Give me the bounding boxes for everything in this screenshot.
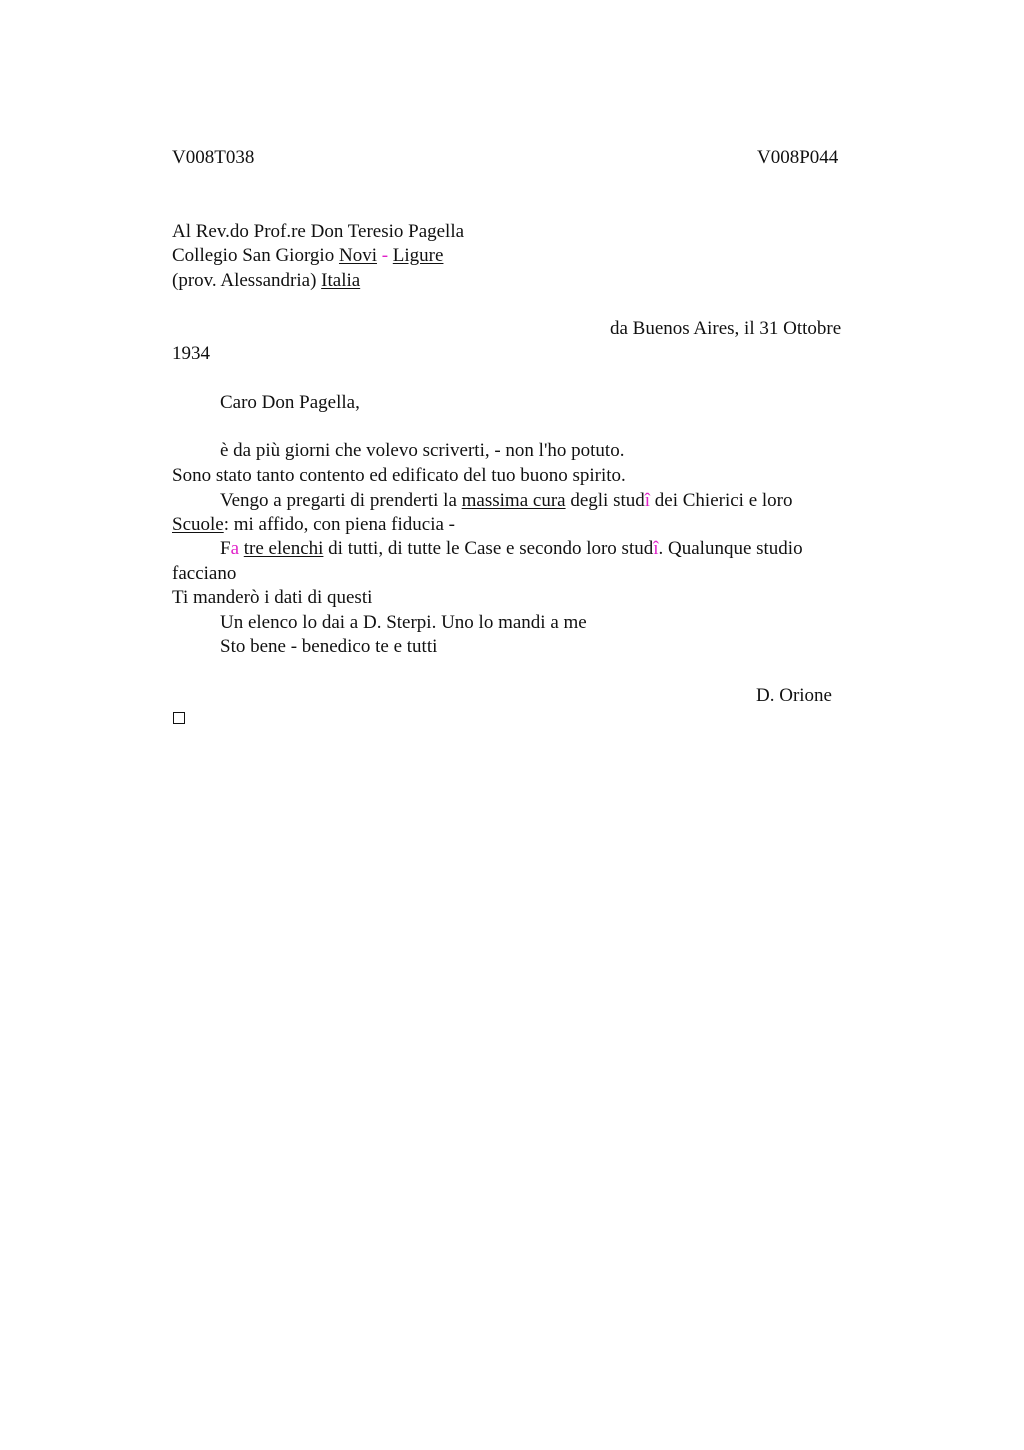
address-city-novi: Novi [338,245,377,266]
archive-code-right: V008P044 [757,147,839,168]
body-line-6: facciano [172,563,237,584]
editorial-mark: î [653,538,659,559]
body-line-4 [172,513,455,537]
address-city-ligure: Ligure [392,245,444,266]
body-line-5 [220,537,803,561]
body-line-2: Sono stato tanto contento ed edificato del tuo buono spirito. [172,465,626,486]
address-college: Collegio San Giorgio [172,245,339,266]
body-line-9: Sto bene - benedico te e tutti [220,636,438,657]
dateline-year: 1934 [172,343,210,364]
address-line-2 [172,244,443,268]
address-province: (prov. Alessandria) [172,270,322,291]
editorial-mark: a [230,538,240,559]
body-line-5-text-a: F [220,538,231,559]
signature: D. Orione [756,685,832,706]
archive-code-left: V008T038 [172,147,255,168]
underlined-tre-elenchi: tre elenchi [243,538,324,559]
checkbox-square [173,712,185,724]
body-line-3-text-c: dei Chierici e loro [650,490,793,511]
body-line-3-text-b: degli stud [565,490,645,511]
body-line-7: Ti manderò i dati di questi [172,587,373,608]
body-line-8: Un elenco lo dai a D. Sterpi. Uno lo mandi a me [220,612,587,633]
body-line-1: è da più giorni che volevo scriverti, - non l'ho potuto. [220,440,625,461]
body-line-4-text: : mi affido, con piena fiducia - [223,514,455,535]
body-line-3 [220,489,793,513]
salutation: Caro Don Pagella, [220,392,360,413]
address-line-3 [172,269,360,293]
editorial-mark: î [644,490,651,511]
body-line-5-text-b: di tutti, di tutte le Case e secondo loro stud [323,538,654,559]
underlined-massima-cura: massima cura [461,490,566,511]
body-line-5-text-c: . Qualunque studio [658,538,803,559]
address-line-1: Al Rev.do Prof.re Don Teresio Pagella [172,221,465,242]
body-line-3-text-a: Vengo a pregarti di prenderti la [220,490,462,511]
dateline-place: da Buenos Aires, il 31 Ottobre [610,318,842,339]
address-country: Italia [321,270,361,291]
address-dash: - [376,245,393,266]
underlined-scuole: Scuole [172,514,224,535]
